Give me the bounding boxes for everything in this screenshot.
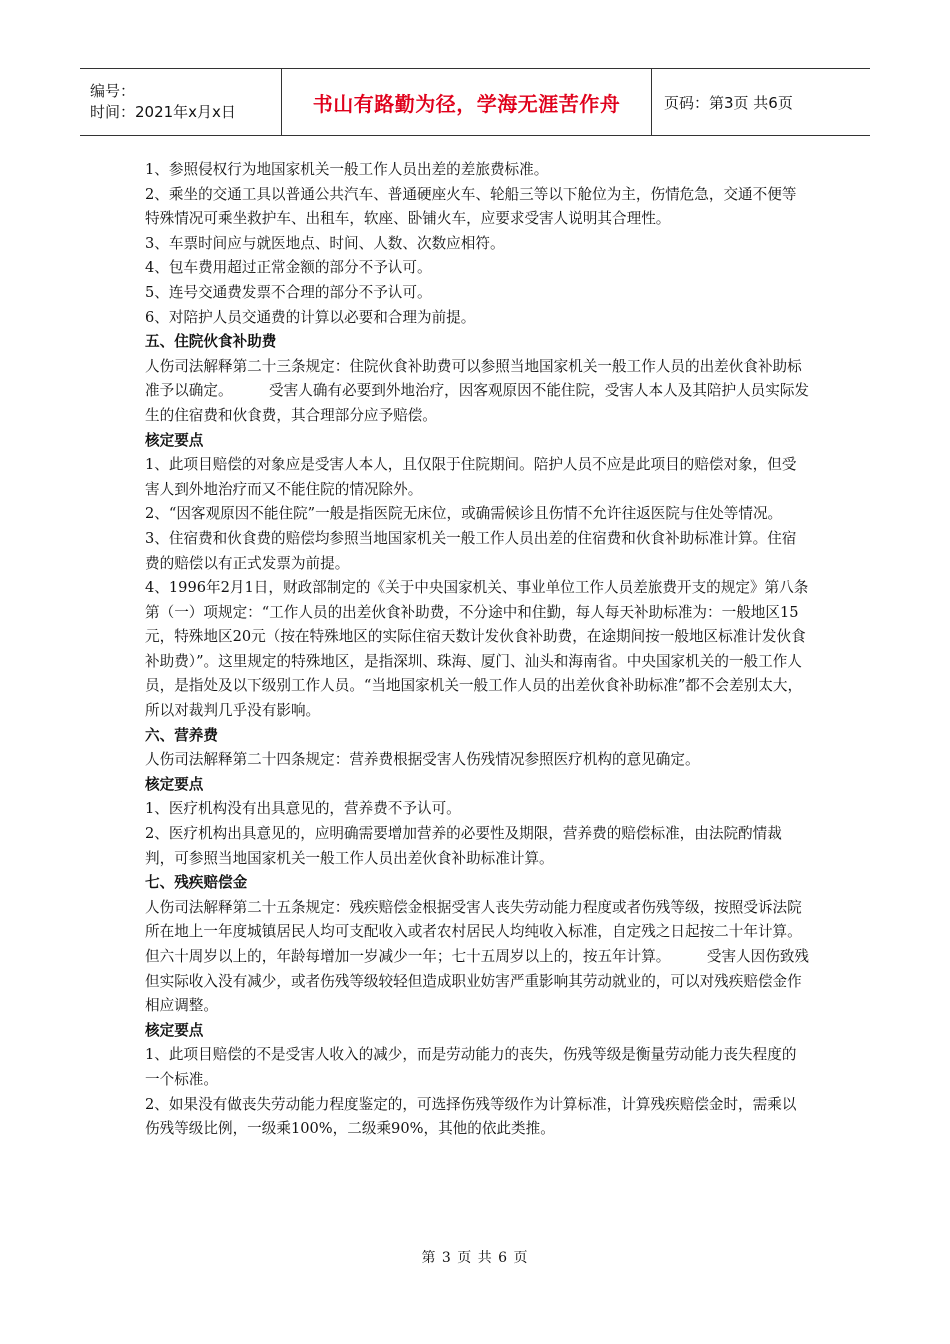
paragraph: 人伤司法解释第二十四条规定：营养费根据受害人伤残情况参照医疗机构的意见确定。 <box>145 751 700 769</box>
section-heading: 核定要点 <box>145 775 204 793</box>
paragraph: 1、此项目赔偿的不是受害人收入的减少，而是劳动能力的丧失，伤残等级是衡量劳动能力丧失程度的一个标准。 <box>145 1046 797 1088</box>
section-heading: 核定要点 <box>145 431 204 449</box>
footer-page-number: 第 3 页 共 6 页 <box>421 1250 529 1266</box>
motto-text: 书山有路勤为径，学海无涯苦作舟 <box>312 91 621 116</box>
paragraph: 人伤司法解释第二十五条规定：残疾赔偿金根据受害人丧失劳动能力程度或者伤残等级，按照受诉法院所在地上一年度城镇居民人均可支配收入或者农村居民人均纯收入标准，自定残之日起按二十年计算。但六十周岁以上的，年龄每增加一岁减少一年；七十五周岁以上的，按五年计算。 受害人因伤致残但实际收入没有减少，或者伤残等级较轻但造成职业妨害严重影响其劳动就业的，可以对残疾赔偿金作相应调整。 <box>145 898 810 1015</box>
paragraph: 6、对陪护人员交通费的计算以必要和合理为前提。 <box>145 308 476 326</box>
page-number-label: 页码：第3页 共6页 <box>664 93 793 112</box>
page-header <box>80 68 870 136</box>
doc-time-label: 时间：2021年x月x日 <box>90 103 236 121</box>
paragraph: 2、医疗机构出具意见的，应明确需要增加营养的必要性及期限，营养费的赔偿标准，由法院酌情裁判，可参照当地国家机关一般工作人员出差伙食补助标准计算。 <box>145 825 782 867</box>
paragraph: 3、住宿费和伙食费的赔偿均参照当地国家机关一般工作人员出差的住宿费和伙食补助标准计算。住宿费的赔偿以有正式发票为前提。 <box>145 529 797 572</box>
header-motto <box>281 69 652 135</box>
paragraph: 4、包车费用超过正常金额的部分不予认可。 <box>145 259 432 277</box>
paragraph: 2、乘坐的交通工具以普通公共汽车、普通硬座火车、轮船三等以下舱位为主，伤情危急，交通不便等特殊情况可乘坐救护车、出租车，软座、卧铺火车，应要求受害人说明其合理性。 <box>145 185 797 228</box>
section-heading: 七、残疾赔偿金 <box>145 874 248 892</box>
paragraph: 人伤司法解释第二十三条规定：住院伙食补助费可以参照当地国家机关一般工作人员的出差伙食补助标准予以确定。 受害人确有必要到外地治疗，因客观原因不能住院，受害人本人及其陪护人员实际发生的住宿费和伙食费，其合理部分应予赔偿。 <box>145 357 810 424</box>
paragraph: 2、如果没有做丧失劳动能力程度鉴定的，可选择伤残等级作为计算标准，计算残疾赔偿金时，需乘以伤残等级比例，一级乘100%，二级乘90%，其他的依此类推。 <box>145 1095 797 1138</box>
header-meta <box>80 69 281 135</box>
paragraph: 5、连号交通费发票不合理的部分不予认可。 <box>145 283 432 301</box>
section-heading: 核定要点 <box>145 1021 204 1039</box>
header-page-info <box>652 69 870 135</box>
document-body <box>145 158 810 1142</box>
section-heading: 六、营养费 <box>145 726 218 744</box>
paragraph: 4、1996年2月1日，财政部制定的《关于中央国家机关、事业单位工作人员差旅费开支的规定》第八条第（一）项规定：“工作人员的出差伙食补助费，不分途中和住勤，每人每天补助标准为：一般地区15元，特殊地区20元（按在特殊地区的实际住宿天数计发伙食补助费，在途期间按一般地区标准计发伙食补助费）”。这里规定的特殊地区，是指深圳、珠海、厦门、汕头和海南省。中央国家机关的一般工作人员，是指处及以下级别工作人员。“当地国家机关一般工作人员的出差伙食补助标准”都不会差别太大，所以对裁判几乎没有影响。 <box>145 579 809 720</box>
paragraph: 1、参照侵权行为地国家机关一般工作人员出差的差旅费标准。 <box>145 161 549 178</box>
page-footer <box>0 1247 950 1267</box>
paragraph: 1、此项目赔偿的对象应是受害人本人，且仅限于住院期间。陪护人员不应是此项目的赔偿对象，但受害人到外地治疗而又不能住院的情况除外。 <box>145 456 797 498</box>
paragraph: 1、医疗机构没有出具意见的，营养费不予认可。 <box>145 800 461 818</box>
doc-code-label: 编号： <box>90 82 136 100</box>
paragraph: 2、“因客观原因不能住院”一般是指医院无床位，或确需候诊且伤情不允许往返医院与住处等情况。 <box>145 505 783 523</box>
paragraph: 3、车票时间应与就医地点、时间、人数、次数应相符。 <box>145 234 505 252</box>
section-heading: 五、住院伙食补助费 <box>145 333 277 351</box>
